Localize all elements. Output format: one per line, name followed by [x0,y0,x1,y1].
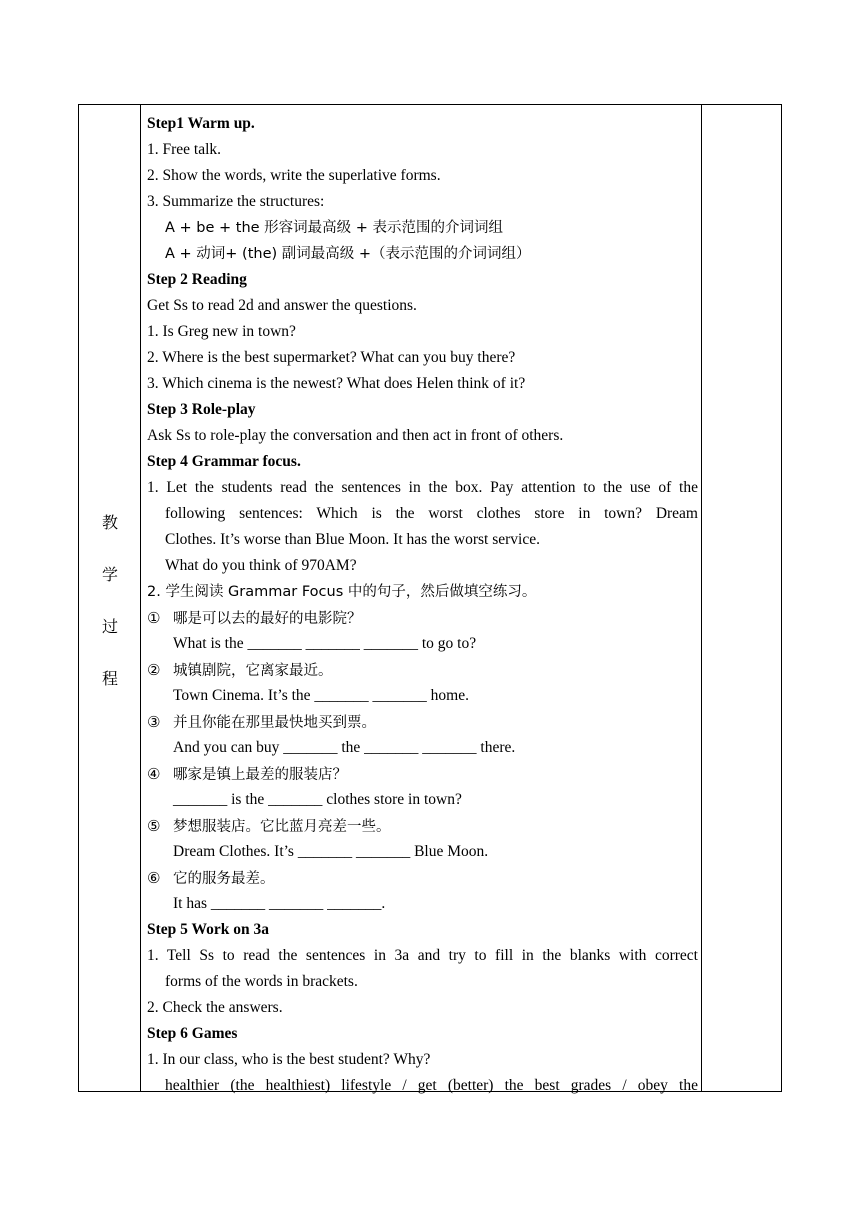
side-label-char: 程 [101,669,118,688]
procedure-content [147,111,698,1099]
text-line: 2. Show the words, write the superlative forms. [147,167,441,184]
label-column [79,105,141,1091]
text-line: 1. Let the students read the sentences in the box. Pay attention to the use of the [147,479,698,496]
chinese-sentence: 城镇剧院，它离家最近。 [173,663,333,679]
step-heading: Step 3 Role-play [147,401,256,418]
text-line: 3. Summarize the structures: [147,193,325,210]
text-line: Ask Ss to role-play the conversation and then act in front of others. [147,427,564,444]
step-heading: Step 4 Grammar focus. [147,453,301,470]
text-line: Get Ss to read 2d and answer the questions. [147,297,417,314]
exercise-prompt [147,813,698,839]
circled-number: ② [147,661,161,679]
text-line: 1. Free talk. [147,141,222,158]
side-label-char: 过 [101,617,118,636]
circled-number: ⑥ [147,869,161,887]
fill-in-blank: And you can buy _______ the _______ _______ there. [173,739,516,756]
text-line: Clothes. It’s worse than Blue Moon. It has the worst service. [165,531,540,548]
text-line: following sentences: Which is the worst clothes store in town? Dream [165,505,698,522]
circled-number: ① [147,609,161,627]
step-heading: Step1 Warm up. [147,115,255,132]
chinese-sentence: 并且你能在那里最快地买到票。 [173,715,376,731]
fill-in-blank: _______ is the _______ clothes store in town? [173,791,462,808]
fill-in-blank: Dream Clothes. It’s _______ _______ Blue Moon. [173,843,489,860]
structure-line: A + be + the 形容词最高级 + 表示范围的介词词组 [165,220,504,236]
circled-number: ⑤ [147,817,161,835]
circled-number: ④ [147,765,161,783]
side-label-char: 学 [101,565,118,584]
question-line: 1. Is Greg new in town? [147,323,296,340]
step-heading: Step 5 Work on 3a [147,921,270,938]
exercise-prompt [147,605,698,631]
text-line: 2. Check the answers. [147,999,283,1016]
fill-in-blank: What is the _______ _______ _______ to go to? [173,635,477,652]
question-line: 3. Which cinema is the newest? What does Helen think of it? [147,375,526,392]
fill-in-blank: Town Cinema. It’s the _______ _______ home. [173,687,469,704]
chinese-sentence: 哪是可以去的最好的电影院？ [173,611,362,627]
text-line: 1. Tell Ss to read the sentences in 3a and try to fill in the blanks with correct [147,947,698,964]
chinese-sentence: 梦想服装店。它比蓝月亮差一些。 [173,819,391,835]
step-heading: Step 2 Reading [147,271,247,288]
fill-in-blank: It has _______ _______ _______. [173,895,386,912]
exercise-prompt [147,761,698,787]
side-label-char: 教 [101,513,118,532]
text-line: forms of the words in brackets. [165,973,358,990]
notes-column [701,105,781,1091]
chinese-sentence: 哪家是镇上最差的服装店？ [173,767,347,783]
structure-line: A + 动词+ (the) 副词最高级 +（表示范围的介词词组） [165,246,531,262]
text-line: 1. In our class, who is the best student? Why? [147,1051,431,1068]
exercise-prompt [147,709,698,735]
text-line: healthier (the healthiest) lifestyle / get (better) the best grades / obey the [165,1077,698,1094]
text-line: 2. 学生阅读 Grammar Focus 中的句子，然后做填空练习。 [147,584,537,600]
step-heading: Step 6 Games [147,1025,238,1042]
text-line: What do you think of 970AM? [165,557,357,574]
question-line: 2. Where is the best supermarket? What can you buy there? [147,349,516,366]
circled-number: ③ [147,713,161,731]
exercise-prompt [147,657,698,683]
chinese-sentence: 它的服务最差。 [173,871,275,887]
exercise-prompt [147,865,698,891]
lesson-table [78,104,782,1092]
